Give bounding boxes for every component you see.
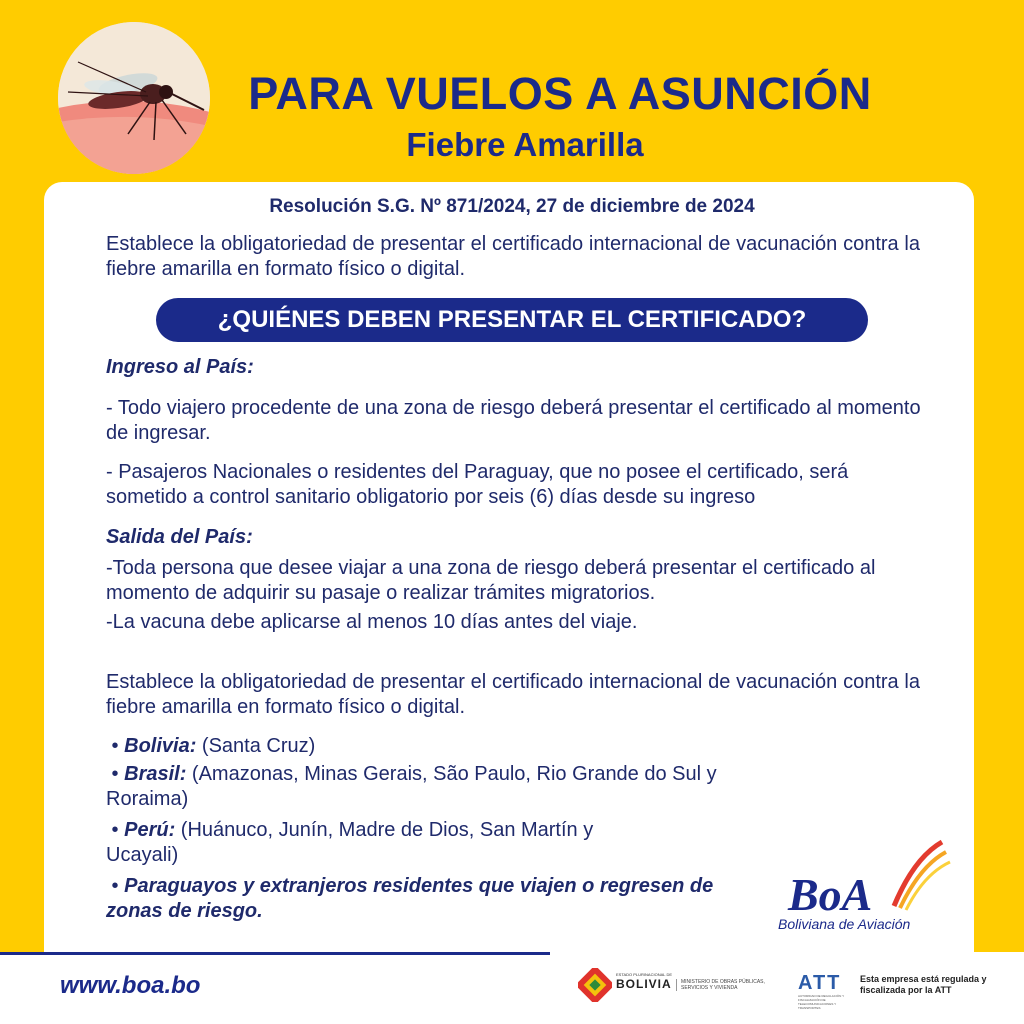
bullet-text: (Amazonas, Minas Gerais, São Paulo, Rio Grande do Sul y Roraima) <box>106 763 717 810</box>
intro-paragraph: Establece la obligatoriedad de presentar el certificado internacional de vacunación contra la fiebre amarilla en formato físico o digital. <box>106 233 920 280</box>
footer-divider <box>0 952 550 955</box>
bolivia-emblem-icon <box>578 968 612 1002</box>
ingreso-item-2: - Pasajeros Nacionales o residentes del Paraguay, que no posee el certificado, será sometido a control sanitario obligatorio por seis (6) días desde su ingreso <box>106 461 849 508</box>
ingreso-heading: Ingreso al País: <box>106 356 254 378</box>
mosquito-icon <box>58 22 210 174</box>
government-logo <box>578 968 778 1008</box>
ingreso-item-1: - Todo viajero procedente de una zona de riesgo deberá presentar el certificado al momento de ingresar. <box>106 397 921 444</box>
bullet-label: Paraguayos y extranjeros residentes que viajen o regresen de zonas de riesgo. <box>106 875 714 922</box>
boa-brand-text: BoA <box>788 869 873 920</box>
gov-name: BOLIVIA <box>616 977 672 991</box>
list-item: • Bolivia: (Santa Cruz) <box>106 735 316 757</box>
mosquito-illustration <box>58 22 210 174</box>
att-regulation-text: Esta empresa está regulada y fiscalizada por la ATT <box>860 974 987 995</box>
bullet-label: Perú: <box>124 819 176 841</box>
bullet-label: Bolivia: <box>124 735 197 757</box>
bullet-text: (Santa Cruz) <box>196 735 316 757</box>
salida-heading: Salida del País: <box>106 526 253 548</box>
gov-ministry: MINISTERIO DE OBRAS PÚBLICAS, SERVICIOS Y VIVIENDA <box>676 979 771 991</box>
boa-logo <box>774 838 954 938</box>
att-logo-text: ATT <box>798 972 842 994</box>
gov-small-text: ESTADO PLURINACIONAL DE <box>616 972 673 977</box>
intro-paragraph-2: Establece la obligatoriedad de presentar el certificado internacional de vacunación contra la fiebre amarilla en formato físico o digital. <box>106 671 920 718</box>
page-subtitle: Fiebre Amarilla <box>406 126 644 163</box>
website-link[interactable]: www.boa.bo <box>60 972 201 999</box>
footer <box>0 952 1024 1024</box>
bullet-label: Brasil: <box>124 763 187 785</box>
att-logo <box>798 970 998 1010</box>
resolution-text: Resolución S.G. Nº 871/2024, 27 de diciembre de 2024 <box>269 196 755 217</box>
question-banner: ¿QUIÉNES DEBEN PRESENTAR EL CERTIFICADO? <box>156 298 868 342</box>
page-title: PARA VUELOS A ASUNCIÓN <box>248 68 872 119</box>
list-item: • Brasil: (Amazonas, Minas Gerais, São Paulo, Rio Grande do Sul y Roraima) <box>106 763 717 810</box>
salida-item-2: -La vacuna debe aplicarse al menos 10 días antes del viaje. <box>106 611 638 633</box>
list-item: • Paraguayos y extranjeros residentes que viajen o regresen de zonas de riesgo. <box>106 875 714 922</box>
boa-tagline: Boliviana de Aviación <box>778 916 911 932</box>
list-item: • Perú: (Huánuco, Junín, Madre de Dios, San Martín y Ucayali) <box>106 819 594 866</box>
salida-item-1: -Toda persona que desee viajar a una zona de riesgo deberá presentar el certificado al momento de adquirir su pasaje o realizar trámites migratorios. <box>106 557 876 604</box>
bullet-text: (Huánuco, Junín, Madre de Dios, San Martín y Ucayali) <box>106 819 594 866</box>
att-subtitle: AUTORIDAD DE REGULACIÓN Y FISCALIZACIÓN DE TELECOMUNICACIONES Y TRANSPORTES <box>798 994 845 1010</box>
